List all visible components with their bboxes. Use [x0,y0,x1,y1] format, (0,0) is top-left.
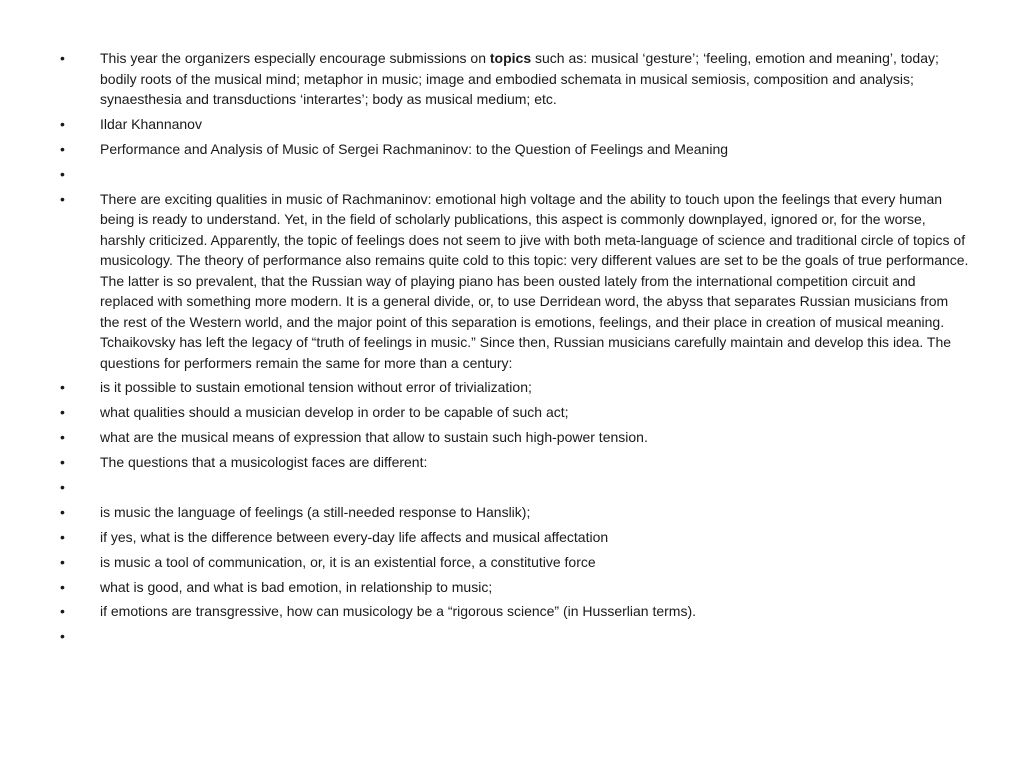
bullet-item [60,477,970,498]
bullet-text: what are the musical means of expression that allow to sustain such high-power tension. [100,429,648,446]
bullet-item [60,626,970,647]
bullet-marker: • [60,140,65,157]
bullet-item [60,164,970,185]
bullet-marker: • [60,454,65,471]
bullet-item [60,427,970,448]
bullet-item [60,377,970,398]
bullet-text: The questions that a musicologist faces are different: [100,454,428,471]
bullet-list [60,48,970,651]
bullet-item [60,577,970,598]
bullet-marker: • [60,165,65,182]
bullet-text: is it possible to sustain emotional tension without error of trivialization; [100,379,532,396]
bullet-text-part: such as: musical ‘gesture’; ‘feeling, emotion and meaning’, today; bodily roots of the musical mind; metaphor in music; image and embodied schemata in musical semiosis, composition and analysis; synaesthesia and transductions ‘interartes’; body as musical medium; etc. [100,50,939,107]
bullet-text: There are exciting qualities in music of Rachmaninov: emotional high voltage and the ability to touch upon the feelings that every human being is ready to understand. Yet, in the field of scholarly publications, this aspect is commonly downplayed, ignored or, for the worse, harshly criticized. Apparently, the topic of feelings does not seem to jive with both meta-language of science and traditional circle of topics of musicology. The theory of performance also remains quite cold to this topic: very different values are set to be the goals of true performance. The latter is so prevalent, that the Russian way of playing piano has been ousted lately from the international competition circuit and replaced with something more modern. It is a general divide, or, to use Derridean word, the abyss that separates Russian musicians from the rest of the Western world, and the major point of this separation is emotions, feelings, and their place in creation of musical meaning. Tchaikovsky has left the legacy of “truth of feelings in music.” Since then, Russian musicians carefully maintain and develop this idea. The questions for performers remain the same for more than a century: [100,190,969,371]
bullet-item [60,48,970,110]
bullet-marker: • [60,503,65,520]
bullet-text-emphasis: topics [489,50,532,66]
bullet-text: Performance and Analysis of Music of Sergei Rachmaninov: to the Question of Feelings and Meaning [100,140,729,157]
bullet-marker: • [60,528,65,545]
bullet-item [60,527,970,548]
bullet-text: Ildar Khannanov [100,115,202,132]
bullet-text [100,48,970,110]
bullet-text-part: This year the organizers especially encourage submissions on [100,50,490,66]
bullet-marker: • [60,429,65,446]
bullet-marker: • [60,578,65,595]
bullet-marker: • [60,379,65,396]
bullet-item [60,502,970,523]
bullet-item [60,402,970,423]
bullet-marker: • [60,404,65,421]
bullet-marker: • [60,50,65,66]
bullet-item [60,189,970,374]
bullet-item [60,601,970,622]
bullet-item [60,139,970,160]
bullet-item [60,452,970,473]
bullet-item [60,114,970,135]
bullet-text: what is good, and what is bad emotion, in relationship to music; [100,578,493,595]
bullet-text: if yes, what is the difference between every-day life affects and musical affectation [100,528,609,545]
bullet-item [60,552,970,573]
bullet-marker: • [60,479,65,496]
bullet-marker: • [60,553,65,570]
bullet-text: if emotions are transgressive, how can musicology be a “rigorous science” (in Husserlian terms). [100,603,697,620]
bullet-marker: • [60,603,65,620]
bullet-text: what qualities should a musician develop in order to be capable of such act; [100,404,569,421]
bullet-marker: • [60,190,65,207]
bullet-text: is music the language of feelings (a still-needed response to Hanslik); [100,503,531,520]
bullet-text: is music a tool of communication, or, it is an existential force, a constitutive force [100,553,596,570]
bullet-marker: • [60,628,65,645]
bullet-marker: • [60,115,65,132]
